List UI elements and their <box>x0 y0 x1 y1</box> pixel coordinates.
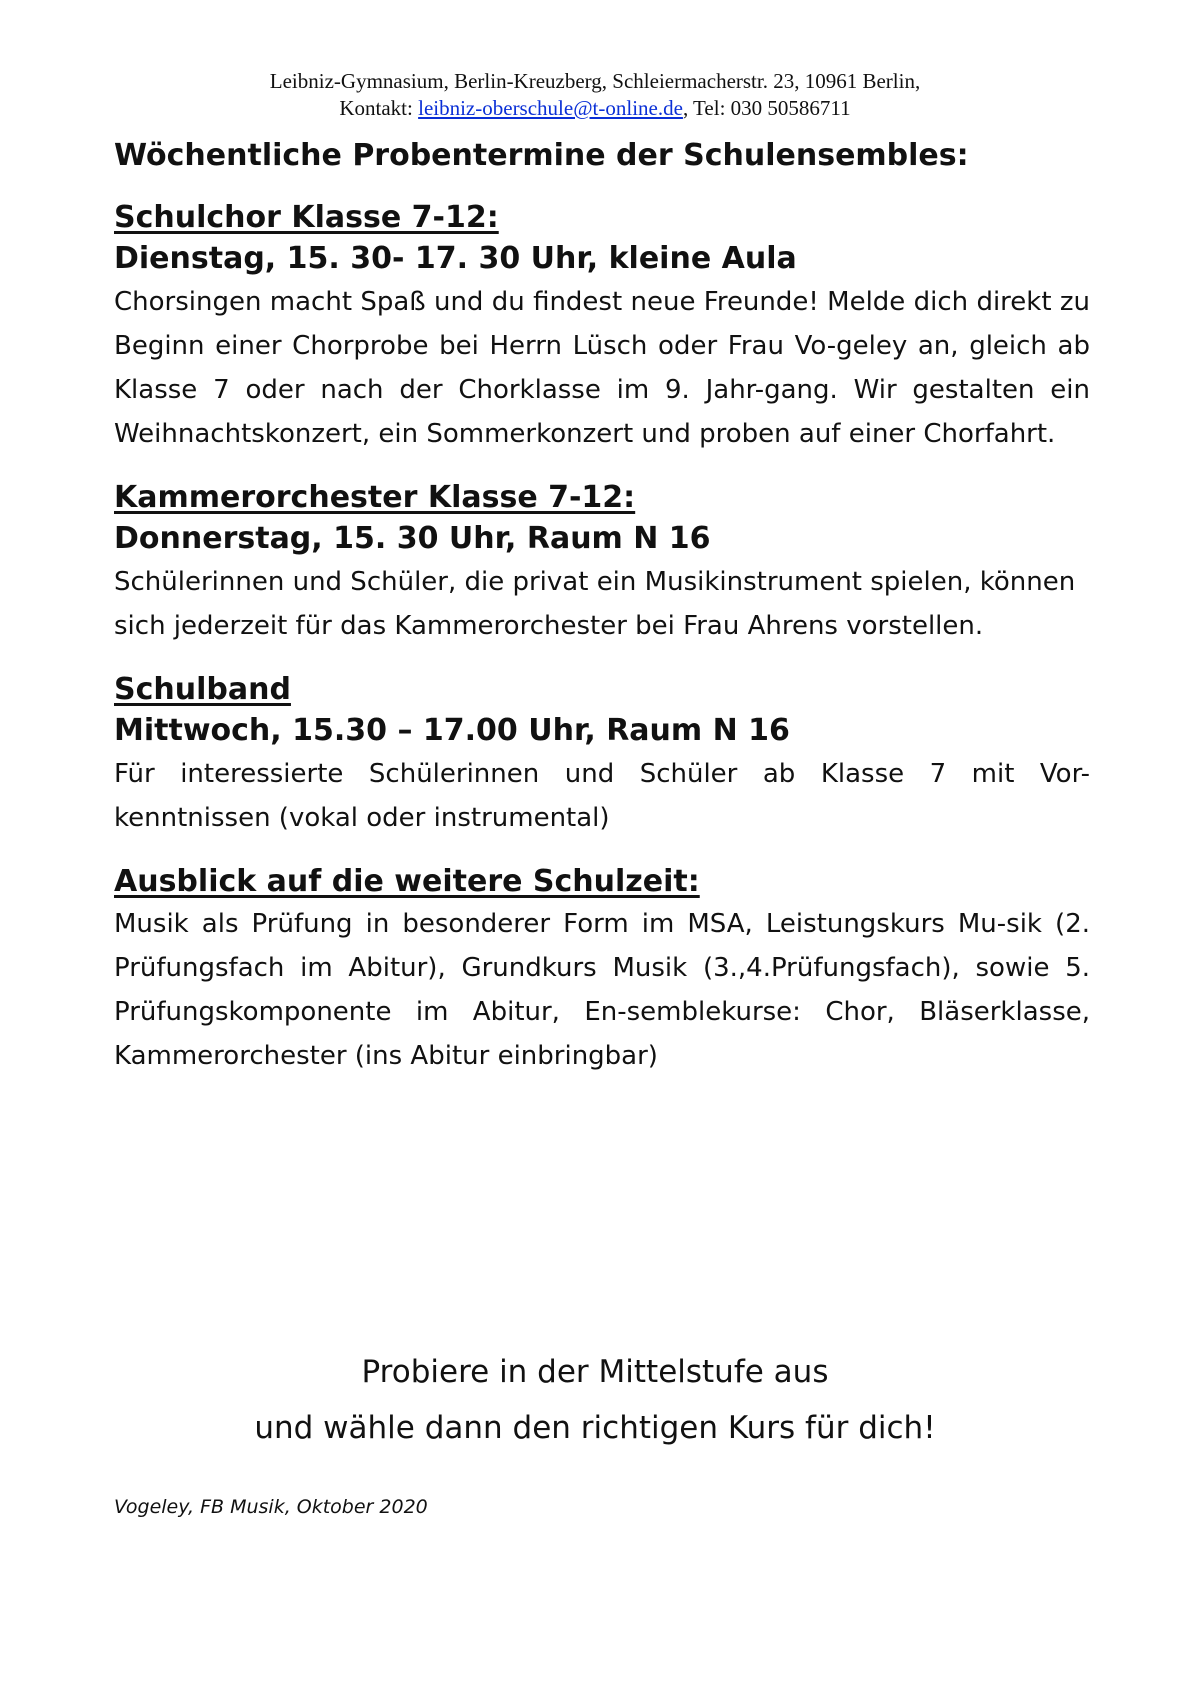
letterhead <box>0 68 1190 122</box>
section-heading: Schulband <box>114 672 291 707</box>
letterhead-address: Leibniz-Gymnasium, Berlin-Kreuzberg, Schleiermacherstr. 23, 10961 Berlin, <box>269 69 921 93</box>
phone-number: , Tel: 030 50586711 <box>682 96 851 120</box>
contact-label: Kontakt: <box>339 96 419 120</box>
email-link[interactable]: leibniz-oberschule@t-online.de <box>418 96 683 120</box>
section-schedule: Dienstag, 15. 30- 17. 30 Uhr, kleine Aula <box>114 241 797 276</box>
section-heading: Kammerorchester Klasse 7-12: <box>114 480 636 515</box>
section-heading: Ausblick auf die weitere Schulzeit: <box>114 864 700 899</box>
section-schedule: Mittwoch, 15.30 – 17.00 Uhr, Raum N 16 <box>114 713 790 748</box>
section-kammerorchester <box>114 478 1090 648</box>
footer-signature: Vogeley, FB Musik, Oktober 2020 <box>114 1496 428 1518</box>
section-schulchor <box>114 198 1090 456</box>
section-body: Für interessierte Schülerinnen und Schüler ab Klasse 7 mit Vor-kenntnissen (vokal oder instrumental) <box>114 759 1090 833</box>
letterhead-contact <box>0 95 1190 122</box>
page-title: Wöchentliche Probentermine der Schulensembles: <box>114 138 969 173</box>
closing-line-2: und wähle dann den richtigen Kurs für dich! <box>254 1410 936 1446</box>
closing-line-1: Probiere in der Mittelstufe aus <box>361 1354 829 1390</box>
section-heading: Schulchor Klasse 7-12: <box>114 200 499 235</box>
section-body: Musik als Prüfung in besonderer Form im MSA, Leistungskurs Mu-sik (2. Prüfungsfach im Abitur), Grundkurs Musik (3.,4.Prüfungsfach), sowie 5. Prüfungskomponente im Abitur, En-semblekurse: Chor, Bläserklasse, Kammerorchester (ins Abitur einbringbar) <box>114 909 1090 1071</box>
section-ausblick <box>114 862 1090 1078</box>
section-schedule: Donnerstag, 15. 30 Uhr, Raum N 16 <box>114 521 711 556</box>
section-schulband <box>114 670 1090 840</box>
section-body: Chorsingen macht Spaß und du findest neue Freunde! Melde dich direkt zu Beginn einer Chorprobe bei Herrn Lüsch oder Frau Vo-geley an, gleich ab Klasse 7 oder nach der Chorklasse im 9. Jahr-gang. Wir gestalten ein Weihnachtskonzert, ein Sommerkonzert und proben auf einer Chorfahrt. <box>114 287 1090 449</box>
main-content <box>114 136 1090 1078</box>
section-body: Schülerinnen und Schüler, die privat ein Musikinstrument spielen, können sich jederzeit für das Kammerorchester bei Frau Ahrens vorstellen. <box>114 567 1076 641</box>
closing-message <box>0 1344 1190 1456</box>
